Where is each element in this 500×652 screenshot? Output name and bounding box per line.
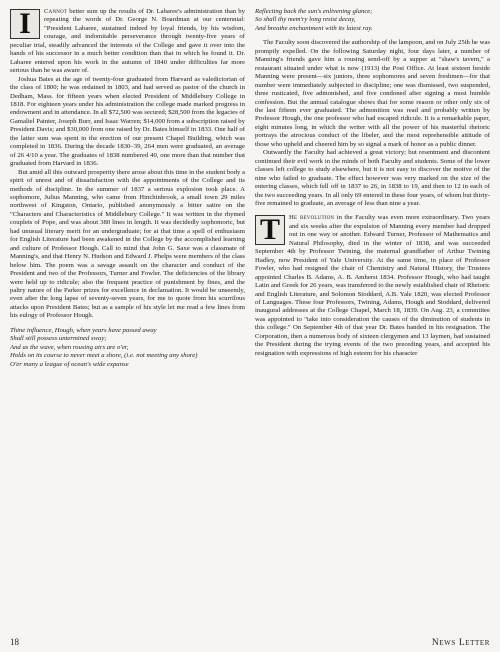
- drop-cap: I: [10, 9, 40, 39]
- paragraph-text: in the Faculty was even more extraordinary. Two years and six weeks after the expulsion of Manning every member had dropped out in one way or another. Edward Turner, Professor of Mathematics and Natural Philosophy, died in the winter of 1838, and was succeeded September 4th by Professor Twining, the maternal grandfather of Arthur Twining Hadley, now President of Yale University. At the same time, in place of Professor Fowler, who had resigned the chair of Chemistry and Natural History, the Trustees appointed Charles B. Adams, A. B. Amherst 1834. Professor Hough, who had taught Latin and Greek for 26 years, was transferred to the newly established chair of Rhetoric and English Literature, and Solomon Stoddard, A.B. Yale 1820, was elected Professor of Languages. These four Professors, Twining, Adams, Hough and Stoddard, delivered inaugural addresses at the College Chapel, March 18, 1839. On Aug. 23, a committee was appointed to "take into consideration the causes of the diminution of students in this college." On September 4th of that year Dr. Bates handed in his resignation. The Corporation, then a numerous body of sixteen clergymen and 13 laymen, had sustained the President during the trying events of the two preceding years, and accepted his resignation with expressions of high esteem for his character: [255, 214, 490, 357]
- paragraph-revolution: [255, 214, 490, 358]
- right-column: [255, 8, 490, 628]
- poem-excerpt-left: [10, 327, 245, 369]
- paragraph-bates: Joshua Bates at the age of twenty-four graduated from Harvard as valedictorian of the class of 1800; he was ordained in 1803, and had served as pastor of the church in Dedham, Mass. for fifteen years when elected President of Middlebury College in 1818. For eighteen years under his administration the college made marked progress in endowment and in attendance. In all $72,500 was secured; $28,500 from the legacies of Gamaliel Painter, Joseph Burr, and Isaac Warren; $14,000 from a subscription raised by President Davis; and $30,000 from one raised by Dr. Bates himself in 1833. One half of the latter sum was spent in the erection of our present Chapel Building, which was completed in 1836. During the decade 1830–39, 264 men were graduated, an average of 26 4/10 a year. The graduates of 1838 numbered 40, one more than that number that graduated from Harvard in 1836.: [10, 75, 245, 168]
- poem-line: And breathe enchantment with its latest ray.: [255, 24, 373, 32]
- poem-line: Shall still possess untermined sway;: [10, 335, 107, 343]
- poem-line: Reflecting back the sun's enlivening glance;: [255, 8, 373, 15]
- poem-excerpt-right: [255, 8, 490, 33]
- lead-word: He revolution: [289, 214, 335, 222]
- poem-line: So shall thy mem'ry long resist decay,: [255, 16, 356, 24]
- article-columns: [10, 8, 490, 628]
- publication-name: News Letter: [431, 638, 490, 648]
- paragraph-faculty: The Faculty soon discovered the authorship of the lampoon, and on July 25th he was promptly expelled. On the following Saturday night, four days later, a number of Manning's friends gave him a rousing send-off by a supper at "shaw's tavern," a restaurant situated under what is now (1913) the Post Office. At least sixteen beside Manning were present—six juniors, three sophomores and seven freshmen—for that number were immediately subjected to discipline; one was dismissed, two suspended, three rusticated, five admonished, and five condoned after signing a most humble confession. But the annual catalogue shows that for some reason or other only six of the last fifteen ever graduated. The admonition was read and probably written by Professor Hough, the one professor who had escaped ridicule. It is a remarkable paper, eight minutes long, in which the writer with all the power of his masterful rhetoric portrays the atrocious conduct of the libeler, and the most reprehensible attitude of those who upheld and cheered him by so signal a mark of honor as a public dinner.: [255, 39, 490, 148]
- lead-word: Cannot: [44, 8, 68, 15]
- drop-cap: T: [255, 215, 285, 245]
- paragraph-text: better sum up the results of Dr. Labaree's administration than by repeating the words of Dr. George N. Boardman at our centennial: "President Labaree, sustained indeed by loyal friends, by his wisdom, courage, and indomitable perseverance through twenty-five years of peculiar trial, steadily advanced the interests of the College and gave it over into the hands of his successor in a much better condition than that in which he found it. Dr. Labaree entered upon his work in the autumn of 1840 under difficulties far more serious than he was aware of.: [10, 8, 245, 75]
- paragraph-opening: [10, 8, 245, 76]
- page-number: 18: [10, 637, 19, 647]
- poem-line: Holds on its course to never meet a shore, (i.e. not meeting any shore): [10, 352, 198, 360]
- poem-line: O'er many a league of ocean's wide expanse: [10, 360, 129, 368]
- poem-line: And as the wave, when rousing airs are o'er,: [10, 343, 129, 351]
- page-footer: [10, 637, 490, 648]
- left-column: [10, 8, 245, 628]
- paragraph-unrest: But amid all this outward prosperity there arose about this time in the student body a spirit of unrest and of dissatisfaction with the appointments of the College and its methods of discipline. In the summer of 1837 a serious explosion took place. A sophomore, Julius Manning, who came from Hinchinbrook, a small town 29 miles northwest of Kingston, Ontario, published anonymously a bitter satire on the "Characters and Characteristics of Middlebury College." It was written in the rhymed couplets of Pope, and was about 380 lines in length. It was decidedly sophomoric, but had unusual literary merit for an undergraduate; for at that time a spell of enthusiasm for English Literature had been awakened in the College by the accomplished learning and culture of Professor Hough. Call to mind that John G. Saxe was a classmate of Manning's, and that Henry N. Hudson and Edward J. Phelps were members of the class below him. The poem was a savage assault on the character and conduct of the President and two of the Professors, Turner and Fowler. The deficiencies of the library were held up to ridicule; also the frequent practice of punishment by fines, and the paltry nature of the Parker prizes for excellence in declamation. It would be unseemly, even after the long lapse of seventy-seven years, for me to quote from his scurrilous attacks upon President Bates; but as a sample of his style let me read a few lines from his eulogy of Professor Hough.: [10, 168, 245, 320]
- paragraph-outwardly: Outwardly the Faculty had achieved a great victory; but resentment and discontent continued their evil work in the minds of both Faculty and students. Some of the lower classes left college to study elsewhere, but it is not easy to discover the motive of the nine who failed to graduate. The effect however was very marked on the size of the entering classes, which fell off in 1837 to 26, in 1838 to 19, and then to 12 in each of the two succeeding years. In all only 69 entered in these four years, of whom but thirty-five remained to graduate, an average of less than nine a year.: [255, 149, 490, 207]
- poem-line: Thine influence, Hough, when years have passed away: [10, 326, 157, 334]
